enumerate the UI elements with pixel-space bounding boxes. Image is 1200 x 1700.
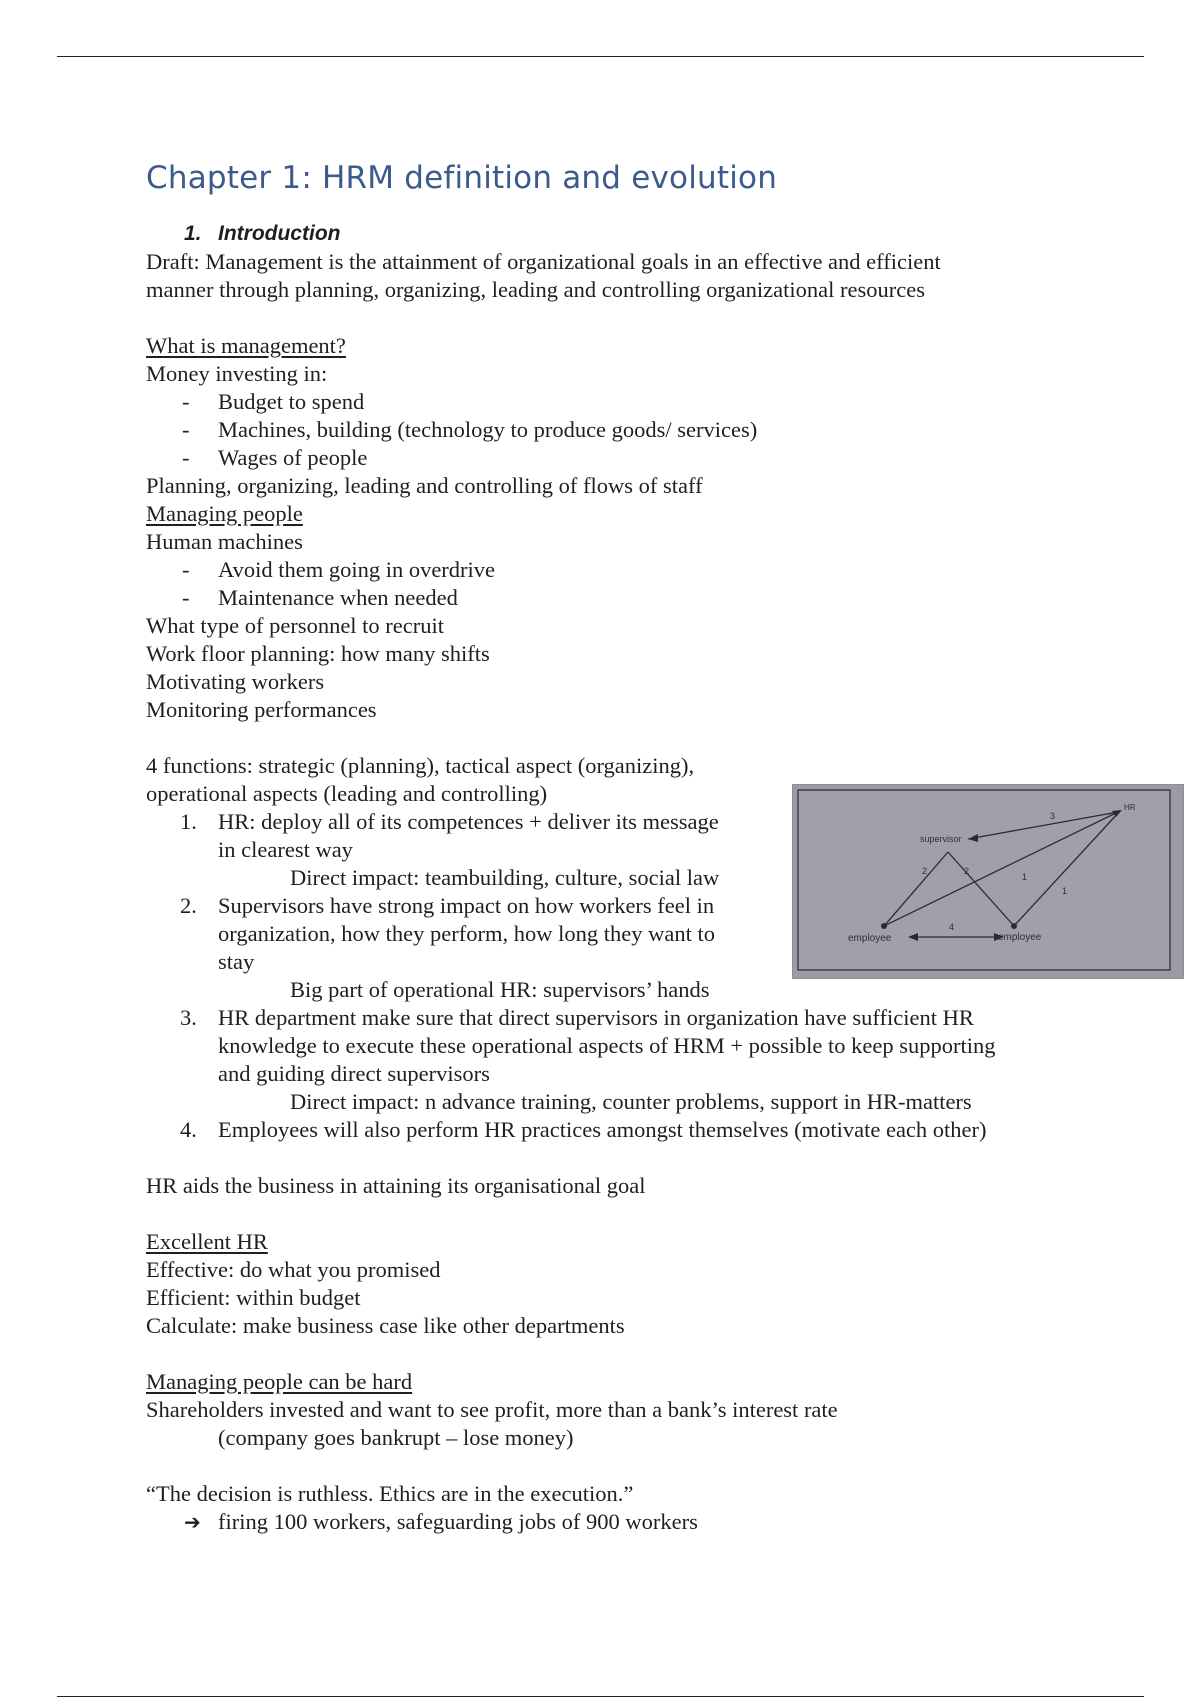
- hr-relationship-figure: [792, 784, 1184, 979]
- edge-label: 4: [949, 922, 955, 932]
- quote-line: “The decision is ruthless. Ethics are in the execution.”: [146, 1481, 634, 1506]
- edge-label: 3: [1050, 811, 1056, 821]
- draft-line-1: Draft: Management is the attainment of organizational goals in an effective and efficient: [146, 249, 941, 274]
- hr-aids-line: HR aids the business in attaining its organisational goal: [146, 1173, 646, 1198]
- investment-list: [146, 388, 1126, 472]
- shareholders-line: Shareholders invested and want to see profit, more than a bank’s interest rate: [146, 1397, 838, 1422]
- sub-line: Direct impact: n advance training, counter problems, support in HR-matters: [290, 1089, 972, 1114]
- header-rule: [57, 56, 1144, 57]
- employee-left-label: employee: [848, 933, 892, 944]
- text-line: Motivating workers: [146, 669, 325, 694]
- list-item: - Maintenance when needed: [182, 585, 458, 610]
- text-line: What type of personnel to recruit: [146, 613, 445, 638]
- managing-people-heading: Managing people: [146, 501, 303, 526]
- functions-intro-1: 4 functions: strategic (planning), tactical aspect (organizing),: [146, 753, 695, 778]
- text-line: Work floor planning: how many shifts: [146, 641, 490, 666]
- list-item: 1. HR: deploy all of its competences + deliver its message in clearest way Direct impact: teambuilding, culture, social law: [146, 808, 1126, 892]
- list-item: - Wages of people: [182, 445, 368, 470]
- edge-label: 2: [964, 866, 970, 876]
- supervisor-label: supervisor: [920, 834, 962, 844]
- sub-line: Direct impact: teambuilding, culture, social law: [290, 865, 720, 890]
- arrow-right-icon: ➔: [184, 1510, 201, 1534]
- text-line: Efficient: within budget: [146, 1285, 361, 1310]
- list-item: - Budget to spend: [182, 389, 365, 414]
- managing-people-hard-heading: Managing people can be hard: [146, 1369, 413, 1394]
- text-line: Monitoring performances: [146, 697, 377, 722]
- list-item: ➔ firing 100 workers, safeguarding jobs of 900 workers: [184, 1509, 698, 1534]
- excellent-hr-heading: Excellent HR: [146, 1229, 268, 1254]
- text-line: Calculate: make business case like other departments: [146, 1313, 625, 1338]
- list-item: 2. Supervisors have strong impact on how workers feel in organization, how they perform, how long they want to stay Big part of operational HR: supervisors’ hands: [146, 892, 1126, 1004]
- sub-line: Big part of operational HR: supervisors’ hands: [290, 977, 710, 1002]
- draft-line-2: manner through planning, organizing, leading and controlling organizational resources: [146, 277, 925, 302]
- money-investing-intro: Money investing in:: [146, 361, 328, 386]
- human-machines-list: [146, 556, 1126, 612]
- planning-line: Planning, organizing, leading and controlling of flows of staff: [146, 473, 703, 498]
- what-is-management-heading: What is management?: [146, 333, 346, 358]
- section-heading: [184, 220, 1126, 248]
- section-number: 1.: [184, 222, 202, 245]
- text-line: Effective: do what you promised: [146, 1257, 441, 1282]
- employee-right-label: employee: [998, 932, 1042, 943]
- list-item: 4. Employees will also perform HR practices amongst themselves (motivate each other): [180, 1117, 987, 1142]
- human-machines-line: Human machines: [146, 529, 303, 554]
- node-employee-left: [881, 923, 887, 929]
- footer-rule: [57, 1696, 1144, 1697]
- arrow-list: [146, 1508, 1126, 1536]
- edge-label: 2: [922, 866, 928, 876]
- page-title: Chapter 1: HRM definition and evolution: [146, 160, 778, 196]
- list-item: - Machines, building (technology to produce goods/ services): [182, 417, 758, 442]
- hr-label: HR: [1124, 803, 1136, 812]
- bankrupt-line: (company goes bankrupt – lose money): [218, 1425, 574, 1450]
- list-item: 3. HR department make sure that direct supervisors in organization have sufficient HR knowledge to execute these operational aspects of HRM + possible to keep supporting and guiding direct supervisors Direct impact: n advance training, counter problems, support in HR-matters: [146, 1004, 1126, 1116]
- node-employee-right: [1011, 923, 1017, 929]
- list-item: - Avoid them going in overdrive: [182, 557, 496, 582]
- edge-label: 1: [1022, 872, 1028, 882]
- edge-label: 1: [1062, 886, 1068, 896]
- section-label: Introduction: [218, 222, 341, 245]
- functions-intro-2: operational aspects (leading and controlling): [146, 781, 548, 806]
